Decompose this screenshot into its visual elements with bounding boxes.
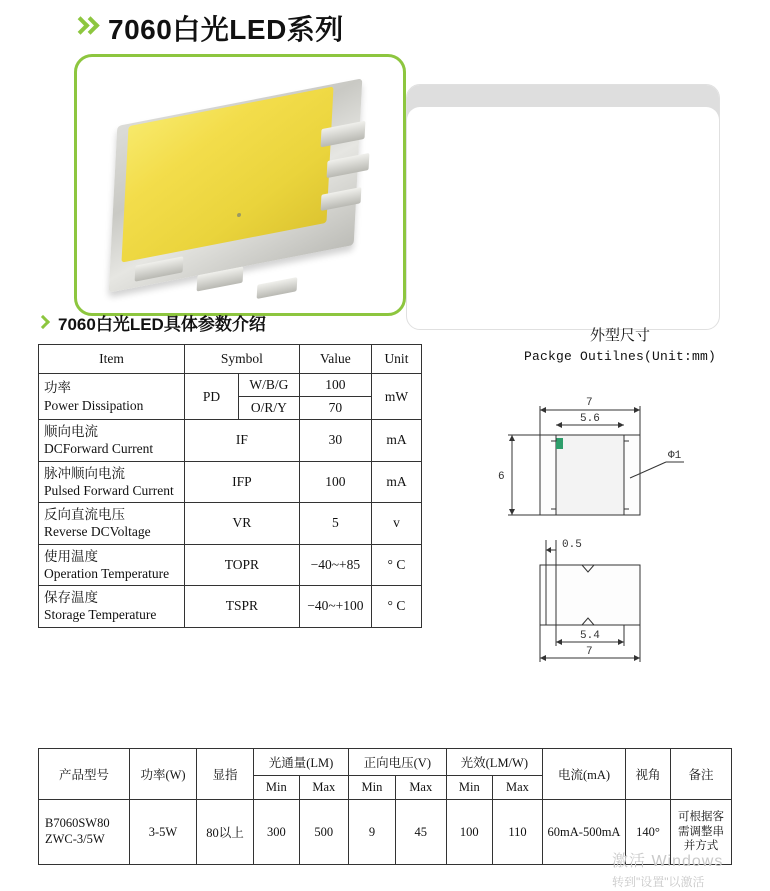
cell-flux-max: 500	[299, 800, 348, 865]
page-header	[74, 8, 344, 48]
col-header-efficacy: 光效(LM/W)	[446, 749, 542, 776]
spec-item-en: Storage Temperature	[44, 607, 157, 623]
chip-pad	[257, 277, 298, 299]
spec-subtype-cell: O/R/Y	[238, 397, 299, 420]
spec-unit-cell: mW	[371, 374, 421, 420]
spec-item-cell	[39, 586, 185, 628]
col-subheader-flux-max: Max	[299, 776, 348, 800]
spec-item-en: DCForward Current	[44, 441, 154, 457]
outline-caption-cn: 外型尺寸	[589, 328, 650, 344]
table-row	[39, 503, 422, 545]
spec-value-cell: −40~+100	[299, 586, 371, 628]
spec-item-en: Reverse DCVoltage	[44, 524, 151, 540]
table-row	[39, 461, 422, 503]
spec-item-en: Operation Temperature	[44, 565, 170, 581]
spec-symbol-cell: TSPR	[184, 586, 299, 628]
table-row	[39, 544, 422, 586]
spec-header-value: Value	[299, 345, 371, 374]
cell-remark-line1: 可根据客	[678, 811, 724, 824]
cell-remark-line3: 并方式	[683, 840, 719, 853]
spec-header-unit: Unit	[371, 345, 421, 374]
col-header-angle: 视角	[626, 749, 671, 800]
outline-caption-en: Packge Outilnes(Unit:mm)	[523, 348, 717, 364]
col-subheader-flux-min: Min	[254, 776, 300, 800]
product-photo-frame	[74, 54, 406, 316]
parameter-table	[38, 748, 732, 865]
cell-flux-min: 300	[254, 800, 300, 865]
svg-text:6: 6	[498, 471, 505, 483]
spec-item-cell	[39, 461, 185, 503]
cell-eff-max: 110	[492, 800, 542, 865]
cell-eff-min: 100	[446, 800, 492, 865]
table-row	[39, 374, 422, 397]
spec-value-cell: 30	[299, 420, 371, 462]
cell-current: 60mA-500mA	[543, 800, 626, 865]
cell-power: 3-5W	[130, 800, 197, 865]
spec-header-item: Item	[39, 345, 185, 374]
spec-item-cn: 功率	[44, 380, 71, 396]
spec-symbol-cell: PD	[184, 374, 238, 420]
spec-item-cn: 脉冲顺向电流	[44, 465, 125, 481]
spec-unit-cell: mA	[371, 461, 421, 503]
cell-cri: 80以上	[197, 800, 254, 865]
spec-unit-cell: v	[371, 503, 421, 545]
table-row	[39, 586, 422, 628]
col-header-flux: 光通量(LM)	[254, 749, 349, 776]
spec-value-cell: 70	[299, 397, 371, 420]
col-header-power: 功率(W)	[130, 749, 197, 800]
led-chip-image	[89, 85, 389, 290]
table-row	[39, 800, 732, 865]
outline-caption	[500, 326, 740, 367]
cell-remark-line2: 需调整串	[678, 825, 724, 838]
svg-text:0.5: 0.5	[562, 539, 582, 551]
spec-value-cell: −40~+85	[299, 544, 371, 586]
chevron-right-icon	[38, 313, 52, 333]
spec-symbol-cell: IF	[184, 420, 299, 462]
package-outline-drawing	[470, 380, 750, 680]
spec-value-cell: 100	[299, 461, 371, 503]
col-header-remark: 备注	[671, 749, 732, 800]
svg-text:5.6: 5.6	[580, 413, 600, 425]
spec-header-symbol: Symbol	[184, 345, 299, 374]
spec-unit-cell: ° C	[371, 544, 421, 586]
col-subheader-vf-min: Min	[348, 776, 395, 800]
spec-subtype-cell: W/B/G	[238, 374, 299, 397]
col-header-cri: 显指	[197, 749, 254, 800]
col-header-model: 产品型号	[39, 749, 130, 800]
svg-text:7: 7	[586, 646, 593, 658]
spec-item-cell	[39, 420, 185, 462]
spec-symbol-cell: TOPR	[184, 544, 299, 586]
spec-unit-cell: mA	[371, 420, 421, 462]
cell-model-line1: B7060SW80	[45, 816, 110, 831]
spec-item-cn: 反向直流电压	[44, 507, 125, 523]
spec-unit-cell: ° C	[371, 586, 421, 628]
spec-value-cell: 5	[299, 503, 371, 545]
spec-item-en: Pulsed Forward Current	[44, 482, 174, 498]
cell-vf-max: 45	[395, 800, 446, 865]
spec-item-cn: 顺向电流	[44, 424, 98, 439]
cell-vf-min: 9	[348, 800, 395, 865]
background-panel	[406, 84, 720, 330]
table-header-row	[39, 345, 422, 374]
spec-item-en: Power Dissipation	[44, 397, 144, 413]
col-header-current: 电流(mA)	[543, 749, 626, 800]
spec-item-cell	[39, 503, 185, 545]
spec-item-cn: 保存温度	[44, 590, 98, 606]
spec-value-cell: 100	[299, 374, 371, 397]
section-subtitle	[38, 310, 266, 335]
svg-text:Φ1: Φ1	[668, 450, 682, 462]
spec-symbol-cell: VR	[184, 503, 299, 545]
spec-table	[38, 344, 422, 628]
col-header-voltage: 正向电压(V)	[348, 749, 446, 776]
svg-text:5.4: 5.4	[580, 630, 600, 642]
double-chevron-right-icon	[74, 15, 100, 41]
cell-angle: 140°	[626, 800, 671, 865]
spec-item-cn: 使用温度	[44, 548, 98, 564]
cell-model-line2: ZWC-3/5W	[45, 832, 105, 846]
cell-remark	[671, 800, 732, 865]
table-header-row	[39, 749, 732, 776]
col-subheader-eff-max: Max	[492, 776, 542, 800]
svg-text:7: 7	[586, 397, 593, 409]
spec-item-cell	[39, 374, 185, 420]
page-title: 7060白光LED系列	[108, 14, 344, 45]
watermark-line1: 激活 Windows	[612, 853, 724, 870]
spec-symbol-cell: IFP	[184, 461, 299, 503]
col-subheader-eff-min: Min	[446, 776, 492, 800]
section-subtitle-label: 7060白光LED具体参数介绍	[58, 315, 266, 334]
spec-item-cell	[39, 544, 185, 586]
col-subheader-vf-max: Max	[395, 776, 446, 800]
cell-model	[39, 800, 130, 865]
table-row	[39, 420, 422, 462]
watermark-line2: 转到"设置"以激活	[612, 875, 705, 889]
